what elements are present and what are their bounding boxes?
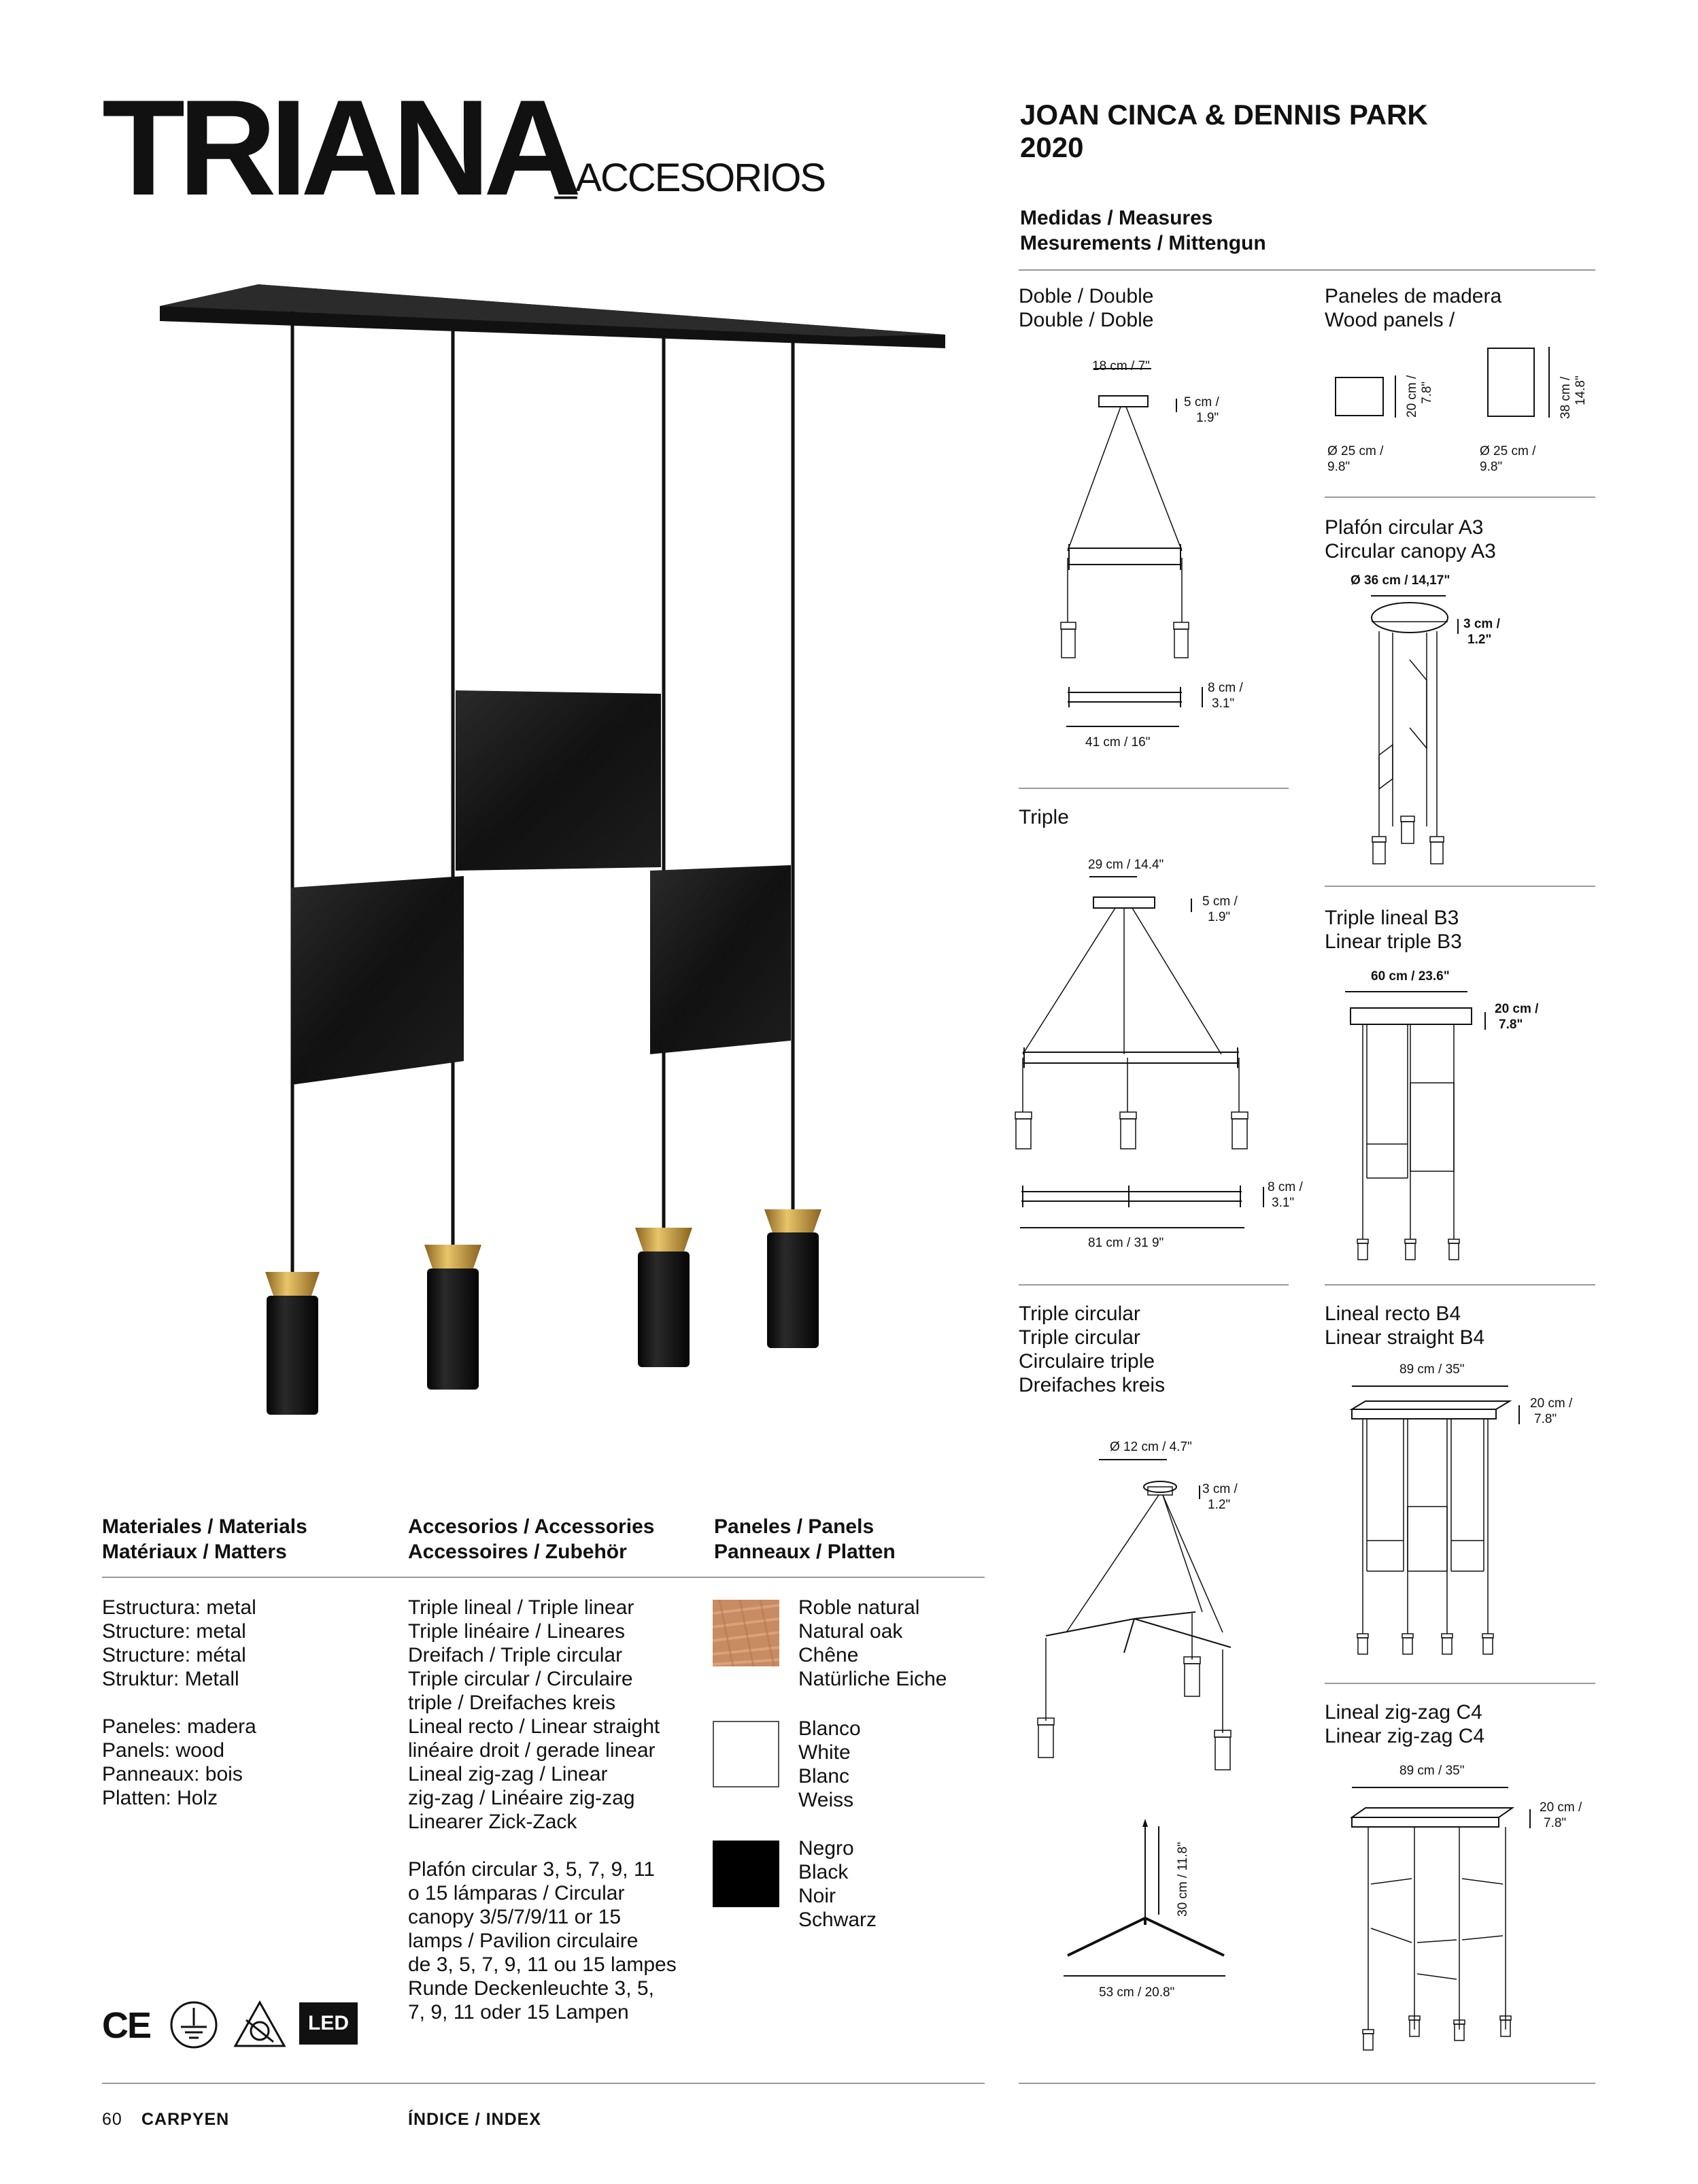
- wood-panels-diagram: [1325, 340, 1597, 442]
- triple-bottom-dim: 81 cm / 31 9": [1088, 1236, 1164, 1250]
- wood-b-h-dim: 38 cm / 14.8": [1559, 375, 1588, 419]
- panels-heading: Paneles / Panels Panneaux / Platten: [714, 1515, 896, 1563]
- triple-diagram: [1013, 874, 1299, 1255]
- b4-top-dim: 89 cm / 35": [1399, 1362, 1465, 1377]
- triple-b-dim: 8 cm / 3.1": [1268, 1180, 1303, 1210]
- oak-label: Roble natural Natural oak Chêne Natürliche Eiche: [798, 1596, 947, 1690]
- white-swatch: [713, 1721, 779, 1787]
- tcirc-v-dim: 30 cm / 11.8": [1176, 1842, 1190, 1917]
- lamp-4: [764, 1209, 821, 1348]
- led-badge: LED: [299, 2002, 358, 2045]
- triple-circular-diagram: [1019, 1456, 1304, 2013]
- b3-diagram: [1325, 988, 1597, 1273]
- page-number: 60: [102, 2110, 122, 2129]
- ce-mark-icon: CE: [102, 2005, 151, 2046]
- materials-list: Estructura: metal Structure: metal Structure: métal Struktur: Metall Paneles: madera Panels: wood Panneaux: bois Platten: Holz: [102, 1596, 256, 1809]
- design-year: 2020: [1020, 131, 1084, 164]
- b4-label: Lineal recto B4 Linear straight B4: [1325, 1303, 1485, 1349]
- accessories-heading: Accesorios / Accessories Accessoires / Zubehör: [408, 1515, 655, 1563]
- b3-top-dim: 60 cm / 23.6": [1371, 969, 1450, 984]
- divider: [1325, 1284, 1595, 1286]
- ground-symbol-icon: [169, 2000, 219, 2050]
- wood-panels-label: Paneles de madera Wood panels /: [1325, 285, 1502, 331]
- c4-label: Lineal zig-zag C4 Linear zig-zag C4: [1325, 1701, 1485, 1747]
- divider: [1019, 2083, 1595, 2084]
- a3-label: Plafón circular A3 Circular canopy A3: [1325, 516, 1496, 562]
- b4-h-dim: 20 cm / 7.8": [1530, 1396, 1573, 1426]
- b3-h-dim: 20 cm / 7.8": [1495, 1002, 1539, 1032]
- product-photo: [129, 272, 972, 1442]
- measures-heading: Medidas / Measures Mesurements / Mittengun: [1020, 207, 1266, 254]
- index-link[interactable]: ÍNDICE / INDEX: [408, 2110, 541, 2129]
- divider: [102, 2083, 985, 2084]
- double-label: Doble / Double Double / Doble: [1019, 285, 1154, 331]
- product-title: TRIANA: [102, 72, 575, 224]
- double-h-dim: 5 cm / 1.9": [1184, 395, 1219, 425]
- lamp-2: [424, 1245, 481, 1390]
- divider: [1325, 497, 1595, 498]
- triple-h-dim: 5 cm / 1.9": [1202, 894, 1238, 924]
- divider: [1325, 886, 1595, 887]
- triple-top-dim: 29 cm / 14.4": [1088, 858, 1164, 872]
- brand-name: CARPYEN: [141, 2110, 230, 2129]
- accessories-list: Triple lineal / Triple linear Triple linéaire / Lineares Dreifach / Triple circular Triple circular / Circulaire triple / Dreifaches kreis Lineal recto / Linear straight linéaire droit / gerade linear Lineal zig-zag / Linear zig-zag / Linéaire zig-zag Linearer Zick-Zack Plafón circular 3, 5, 7, 9, 11 o 15 lámparas / Circular canopy 3/5/7/9/11 or 15 lamps / Pavilion circulaire de 3, 5, 7, 9, 11 ou 15 lampes Runde Deckenleuchte 3, 5, 7, 9, 11 oder 15 Lampen: [408, 1596, 677, 2023]
- a3-h-dim: 3 cm / 1.2": [1463, 617, 1500, 647]
- double-diagram: [1019, 347, 1304, 755]
- c4-h-dim: 20 cm / 7.8": [1540, 1800, 1582, 1830]
- divider: [1019, 1284, 1289, 1286]
- no-cover-icon: [233, 2000, 287, 2050]
- designers-block: [1020, 99, 1428, 165]
- product-subtitle: _ACCESORIOS: [555, 156, 825, 200]
- triple-circular-label: Triple circular Triple circular Circulaire triple Dreifaches kreis: [1019, 1303, 1166, 1396]
- designers-name: JOAN CINCA & DENNIS PARK: [1020, 99, 1428, 131]
- divider: [1019, 269, 1595, 271]
- tcirc-top-dim: Ø 12 cm / 4.7": [1110, 1440, 1192, 1454]
- lamp-1: [265, 1272, 320, 1415]
- a3-top-dim: Ø 36 cm / 14,17": [1351, 573, 1450, 588]
- wood-b-w-dim: Ø 25 cm / 9.8": [1480, 444, 1536, 474]
- b3-label: Triple lineal B3 Linear triple B3: [1325, 907, 1462, 953]
- tcirc-bottom-dim: 53 cm / 20.8": [1099, 1985, 1175, 2000]
- divider: [1019, 788, 1289, 789]
- double-top-dim: 18 cm / 7": [1092, 359, 1150, 373]
- divider: [102, 1577, 985, 1578]
- c4-top-dim: 89 cm / 35": [1399, 1764, 1465, 1778]
- tcirc-h-dim: 3 cm / 1.2": [1202, 1482, 1238, 1512]
- white-label: Blanco White Blanc Weiss: [798, 1717, 861, 1811]
- wood-a-w-dim: Ø 25 cm / 9.8": [1327, 444, 1384, 474]
- oak-swatch: [713, 1600, 779, 1666]
- triple-label: Triple: [1019, 806, 1069, 828]
- wood-a-h-dim: 20 cm / 7.8": [1405, 375, 1434, 418]
- double-b-dim: 8 cm / 3.1": [1208, 681, 1243, 711]
- double-bottom-dim: 41 cm / 16": [1085, 735, 1151, 750]
- divider: [1325, 1683, 1595, 1684]
- a3-diagram: [1325, 592, 1597, 877]
- black-swatch: [713, 1841, 779, 1907]
- lamp-3: [635, 1228, 692, 1367]
- materials-heading: Materiales / Materials Matériaux / Matters: [102, 1515, 307, 1563]
- black-label: Negro Black Noir Schwarz: [798, 1837, 877, 1931]
